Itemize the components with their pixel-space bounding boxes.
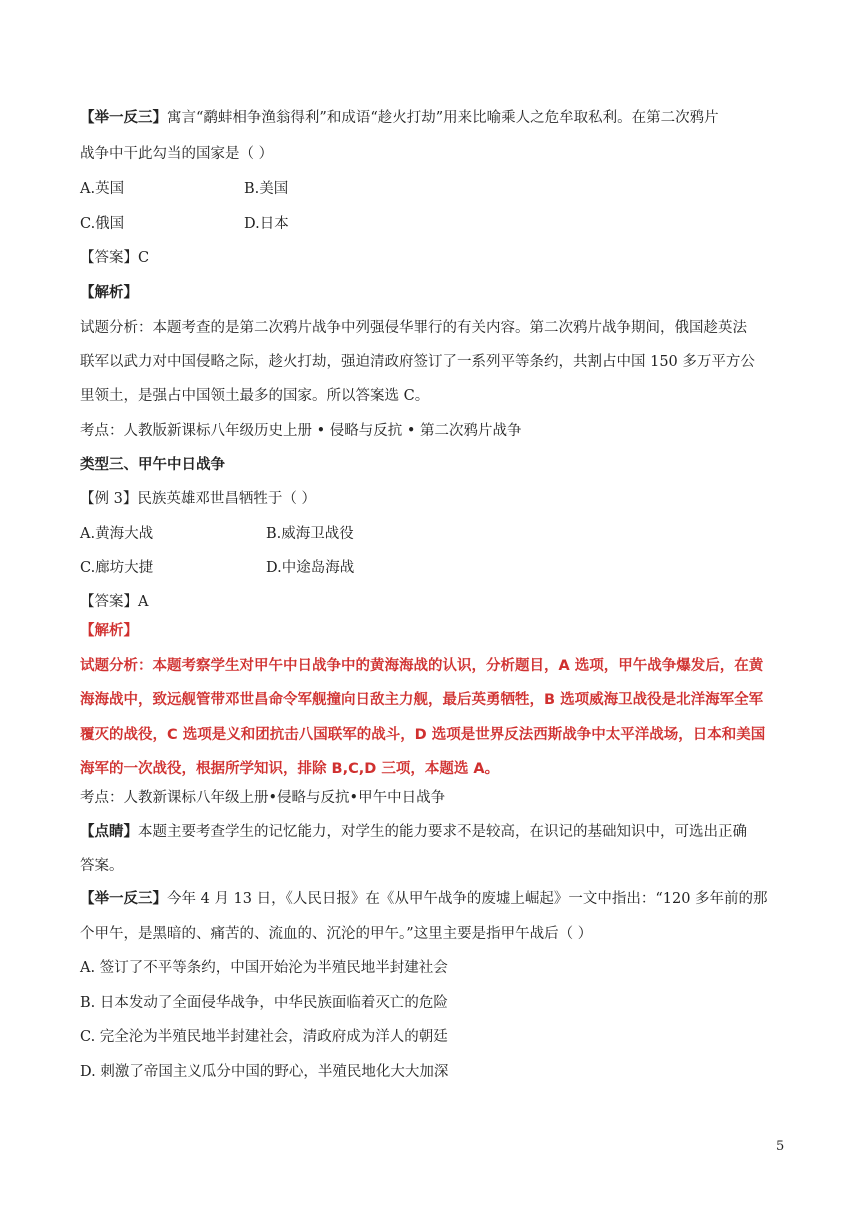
q1-option-c: C.俄国 [80, 216, 125, 232]
q2-analysis-line1: 试题分析：本题考察学生对甲午中日战争中的黄海海战的认识，分析题目，A 选项，甲午战争爆发后，在黄 [80, 658, 764, 674]
q1-analysis-line2: 联军以武力对中国侵略之际，趁火打劫，强迫清政府签订了一系列平等条约，共割占中国 150 多万平方公 [80, 354, 755, 370]
q2-option-a: A.黄海大战 [80, 526, 154, 542]
q3-tag: 【举一反三】 [80, 890, 167, 907]
q2-analysis-label: 【解析】 [80, 623, 138, 639]
q3-option-c: C. 完全沦为半殖民地半封建社会，清政府成为洋人的朝廷 [80, 1029, 448, 1045]
q1-analysis-line1: 试题分析：本题考查的是第二次鸦片战争中列强侵华罪行的有关内容。第二次鸦片战争期间，俄国趁英法 [80, 320, 747, 336]
q1-option-a: A.英国 [80, 181, 125, 197]
q3-option-b: B. 日本发动了全面侵华战争，中华民族面临着灭亡的危险 [80, 995, 448, 1011]
q2-analysis-line2: 海海战中，致远舰管带邓世昌命令军舰撞向日敌主力舰，最后英勇牺牲，B 选项威海卫战役是北洋海军全军 [80, 692, 764, 708]
q2-analysis-line3: 覆灭的战役，C 选项是义和团抗击八国联军的战斗，D 选项是世界反法西斯战争中太平洋战场，日本和美国 [80, 727, 766, 743]
q1-analysis-label: 【解析】 [80, 284, 138, 301]
q2-option-c: C.廊坊大捷 [80, 560, 154, 576]
q2-kaodian: 考点：人教新课标八年级上册•侵略与反抗•甲午中日战争 [80, 790, 446, 806]
page-number: 5 [776, 1139, 785, 1154]
section-title: 类型三、甲午中日战争 [80, 456, 225, 473]
q2-analysis-line4: 海军的一次战役，根据所学知识，排除 B,C,D 三项，本题选 A。 [80, 761, 500, 777]
q2-dianjing-label: 【点睛】 [80, 823, 138, 840]
q2-dianjing-text: 本题主要考查学生的记忆能力，对学生的能力要求不是较高，在识记的基础知识中，可选出正确 [138, 824, 747, 840]
q2-stem: 【例 3】民族英雄邓世昌牺牲于（ ） [80, 491, 316, 507]
q2-dianjing-line2: 答案。 [80, 858, 124, 874]
q2-dianjing-line1 [80, 822, 747, 842]
q3-stem-line2: 个甲午，是黑暗的、痛苦的、流血的、沉沦的甲午。”这里主要是指甲午战后（ ） [80, 926, 593, 942]
q2-option-d: D.中途岛海战 [266, 560, 355, 576]
q2-option-b: B.威海卫战役 [266, 526, 354, 542]
q1-stem-line1 [80, 108, 719, 128]
q3-option-a: A. 签订了不平等条约，中国开始沦为半殖民地半封建社会 [80, 960, 448, 976]
q1-option-b: B.美国 [244, 181, 289, 197]
q1-answer: 【答案】C [80, 250, 150, 266]
q3-stem-line1 [80, 889, 768, 909]
q1-stem-text: 寓言“鹬蚌相争渔翁得利”和成语“趁火打劫”用来比喻乘人之危牟取私利。在第二次鸦片 [167, 110, 719, 126]
q2-answer: 【答案】A [80, 594, 149, 610]
q1-stem-line2: 战争中干此勾当的国家是（ ） [80, 146, 274, 162]
q1-tag: 【举一反三】 [80, 109, 167, 126]
q3-stem-text: 今年 4 月 13 日，《人民日报》在《从甲午战争的废墟上崛起》一文中指出：“120 多年前的那 [167, 891, 768, 907]
q1-kaodian: 考点：人教版新课标八年级历史上册 • 侵略与反抗 • 第二次鸦片战争 [80, 423, 522, 439]
q3-option-d: D. 刺激了帝国主义瓜分中国的野心，半殖民地化大大加深 [80, 1064, 449, 1080]
q1-analysis-line3: 里领土，是强占中国领土最多的国家。所以答案选 C。 [80, 388, 430, 404]
q1-option-d: D.日本 [244, 216, 289, 232]
